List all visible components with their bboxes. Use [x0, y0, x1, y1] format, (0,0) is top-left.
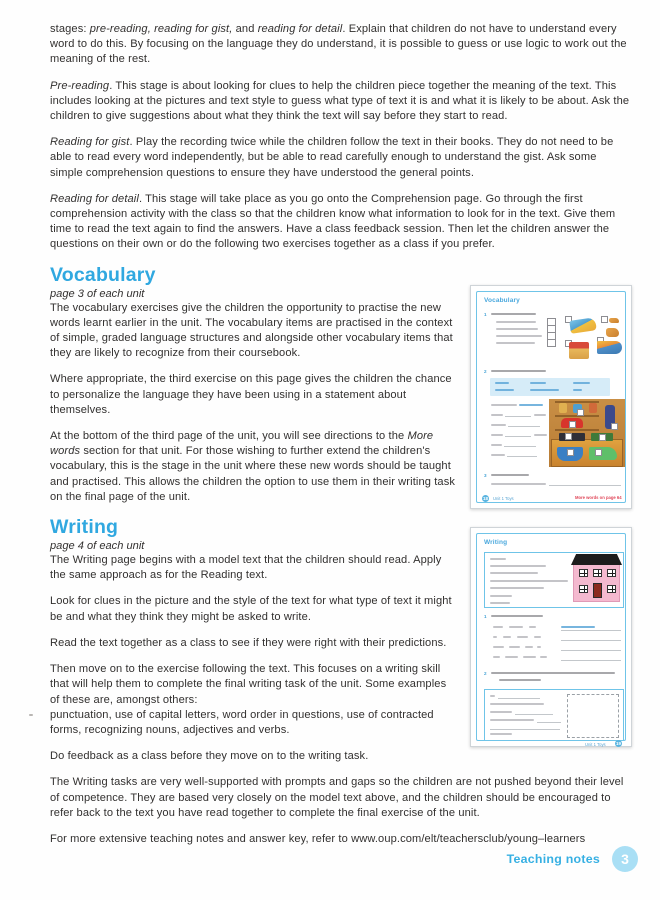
- para1-seg0: stages:: [50, 23, 90, 35]
- vocab-p3-seg2: section for that unit. For those wishing to further extend the children's vocabulary, this is the stage in the unit where these new words should be taught and practised. This allows the children the option to use them in their writing task on the final page of the unit.: [50, 445, 456, 503]
- vocabulary-page-thumbnail: [470, 285, 632, 509]
- vocab-ex3-answer-line[interactable]: [549, 485, 621, 486]
- house-roof: [571, 554, 622, 565]
- writing-drawing-area[interactable]: [567, 694, 619, 738]
- para2-body: . This stage is about looking for clues to help the children piece together the meaning of the text. This includes looking at the pictures and text style to guess what type of text it is and what it is likely to be about. Ask the children to give suggestions about what they think the text will say before they start to read.: [50, 79, 630, 123]
- template-line-fav-toy-label: [490, 719, 534, 721]
- subheading-writing: page 4 of each unit: [50, 540, 145, 553]
- word-bank-puzzle: [573, 382, 590, 384]
- writing-ex1-line-2[interactable]: [561, 640, 621, 641]
- writing-picture-dolls-house: [573, 562, 620, 602]
- shop-label-6: [567, 449, 574, 456]
- writing-ex1-number: 1: [484, 614, 487, 619]
- paragraph-pre-reading: [50, 79, 630, 125]
- vocab-ex2-item-3a: [491, 424, 506, 426]
- vocab-p3-seg1: More words: [50, 430, 434, 458]
- word-bank-plane: [530, 382, 546, 384]
- vocab-ex1-item-1: [496, 321, 536, 323]
- writing-thumb-frame: [476, 533, 626, 747]
- writing-paragraph-4: Then move on to the exercise following the text. This focuses on a writing skill that will help them to complete the final writing task of the unit. Some examples of these are, amongst others:: [50, 663, 447, 706]
- vocab-ex3-instruction: [491, 474, 529, 476]
- vocab-ex2-gap-5[interactable]: [504, 446, 536, 447]
- vocab-ex3-prompt: [491, 483, 546, 485]
- vocab-ex1-item-2: [496, 328, 538, 330]
- vocab-ex2-gap-3[interactable]: [508, 426, 540, 427]
- house-door: [593, 583, 602, 598]
- house-window-1: [579, 569, 588, 577]
- margin-mark: [29, 714, 33, 716]
- writing-paragraph-3: Read the text together as a class to see if they were right with their predictions.: [50, 636, 447, 649]
- writing-paragraph-reference: For more extensive teaching notes and answer key, refer to www.oup.com/elt/teachersclub/young–learners: [50, 832, 586, 845]
- writing-ex1-line-4[interactable]: [561, 660, 621, 661]
- shop-label-2: [569, 421, 576, 428]
- model-line-3: [490, 580, 568, 582]
- vocab-thumb-footer-label: Unit 1 Toys: [493, 496, 514, 501]
- model-line-greeting: [490, 558, 506, 560]
- writing-ex2-instruction-line1: [491, 672, 615, 674]
- para1-seg3: reading for detail: [257, 23, 343, 35]
- template-line-penfriend: [490, 703, 544, 705]
- writing-ex1-w3c: [525, 646, 533, 648]
- para1-seg1: pre-reading, reading for gist,: [89, 23, 233, 35]
- shop-toy-doll-a: [559, 403, 567, 413]
- template-line-name-label: [490, 711, 512, 713]
- vocab-ex2-item-4b: [534, 434, 547, 436]
- writing-paragraph-5: punctuation, use of capital letters, word order in questions, use of contracted forms, recognizing nouns, adjectives and verbs.: [50, 708, 434, 736]
- template-gap-hi[interactable]: [498, 698, 540, 699]
- house-window-2: [593, 569, 602, 577]
- vocab-more-words-note: More words on page 64: [575, 495, 622, 500]
- heading-writing: Writing: [50, 516, 119, 539]
- vocab-ex2-gap-4[interactable]: [505, 436, 531, 437]
- writing-paragraph-7-text: The Writing tasks are very well-supported with prompts and gaps so the children are not pushed beyond their level of competence. They are based very closely on the model text above, and the children should be encouraged to refer back to the text you have read together to complete the final exercise of the unit.: [50, 776, 624, 819]
- vocab-ex2-item-2b: [534, 414, 546, 416]
- shop-toy-plane: [589, 447, 617, 460]
- para4-body: . This stage will take place as you go onto the Comprehension page. Go through the first comprehension activity with the class so that the children know what information to look for in the text. Give them time to read the text again to find the answers. Have a class feedback session. Then let the children answer the questions on their own or do the following two exercises together as a class if you prefer.: [50, 192, 616, 251]
- vocab-ex2-item-2a: [491, 414, 503, 416]
- vocab-picture-plane: [569, 317, 597, 333]
- shop-label-1: [577, 409, 584, 416]
- heading-vocabulary: Vocabulary: [50, 263, 156, 286]
- template-gap-name[interactable]: [515, 714, 553, 715]
- word-bank-boat: [495, 382, 509, 384]
- writing-paragraph-6: Do feedback as a class before they move on to the writing task.: [50, 750, 369, 763]
- vocab-picture-puppet-small: [609, 318, 619, 323]
- vocab-ex1-item-3: [496, 335, 542, 337]
- shop-label-3: [611, 423, 618, 430]
- template-line-write-soon: [490, 733, 512, 735]
- writing-model-text-box: [484, 552, 624, 608]
- vocab-picture-dog: [606, 328, 619, 337]
- vocab-ex1-number: 1: [484, 312, 487, 317]
- paragraph-reading-for-gist: [50, 135, 630, 181]
- vocab-ex1-instruction: [491, 313, 536, 315]
- model-line-signature: [490, 602, 510, 604]
- para4-label: Reading for detail: [50, 192, 139, 205]
- vocab-answer-box-4[interactable]: [547, 339, 556, 347]
- writing-ex1-line-3[interactable]: [561, 650, 621, 651]
- vocabulary-paragraph-1: The vocabulary exercises give the children the opportunity to practise the new words learnt earlier in the unit. The vocabulary items are practised in the context of simple, graded language structures and alongside other vocabulary items that they are likely to recognize from their coursebook.: [50, 301, 453, 360]
- vocab-picture-toy-shop: [549, 399, 625, 467]
- writing-ex1-w2c: [517, 636, 528, 638]
- vocabulary-thumb-frame: [476, 291, 626, 503]
- writing-ex1-w3a: [493, 646, 504, 648]
- writing-ex1-w3b: [509, 646, 520, 648]
- shop-toy-boardgame: [559, 433, 585, 441]
- para3-body: . Play the recording twice while the children follow the text in their books. They do not need to be able to read every word independently, but be able to read carefully enough to understand the gist. Ask some simple comprehension questions to ensure they have understood the general points.: [50, 136, 614, 179]
- writing-paragraph-7: [50, 775, 630, 821]
- writing-thumb-footer-label: Unit 1 Toys: [585, 742, 606, 747]
- shop-toy-doll-b: [589, 403, 597, 413]
- vocab-ex2-item-6a: [491, 454, 505, 456]
- house-window-4: [579, 585, 588, 593]
- writing-page-thumbnail: [470, 527, 632, 747]
- vocab-ex2-gap-2[interactable]: [505, 416, 531, 417]
- template-gap-extra[interactable]: [490, 729, 560, 730]
- vocab-ex2-instruction: [491, 370, 546, 372]
- vocab-ex2-gap-6[interactable]: [507, 456, 537, 457]
- paragraph-reading-stages: [50, 22, 630, 68]
- writing-ex1-answer-example: [561, 626, 595, 628]
- vocab-picture-dolls-house: [569, 342, 589, 359]
- house-window-5: [607, 585, 616, 593]
- vocab-ex2-item-4a: [491, 434, 503, 436]
- model-line-4: [490, 587, 544, 589]
- writing-ex1-w4a: [493, 656, 500, 658]
- vocab-word-bank: [490, 378, 610, 396]
- vocab-ex2-item-5a: [491, 444, 502, 446]
- writing-ex1-w4b: [505, 656, 518, 658]
- template-gap-fav-toy[interactable]: [537, 722, 561, 723]
- vocabulary-paragraph-3: [50, 429, 455, 505]
- footer-section-label: Teaching notes: [506, 852, 600, 866]
- writing-ex1-w4d: [540, 656, 547, 658]
- writing-ex1-w1a: [493, 626, 503, 628]
- vocabulary-thumb-title: Vocabulary: [484, 297, 520, 304]
- writing-ex2-number: 2: [484, 671, 487, 676]
- word-bank-car: [573, 389, 582, 391]
- para3-label: Reading for gist: [50, 136, 130, 149]
- template-line-hi-label: [490, 695, 495, 697]
- vocab-ex1-item-4: [496, 342, 535, 344]
- writing-ex1-w2a: [493, 636, 497, 638]
- vocab-p3-seg0: At the bottom of the third page of the unit, you will see directions to the: [50, 430, 408, 443]
- vocab-picture-boats: [597, 341, 622, 354]
- vocab-pic-label-b: [601, 316, 608, 323]
- writing-ex1-w3d: [537, 646, 541, 648]
- model-line-5: [490, 595, 512, 597]
- writing-thumb-page-number: 19: [615, 741, 621, 746]
- shop-shelf-3: [555, 429, 599, 431]
- vocab-ex2-item-1: [491, 404, 517, 406]
- writing-ex2-answer-box[interactable]: [484, 689, 624, 741]
- writing-ex1-w1b: [509, 626, 523, 628]
- writing-thumb-title: Writing: [484, 539, 508, 546]
- vocab-ex2-answer-1: [519, 404, 543, 406]
- word-bank-puppet: [495, 389, 514, 391]
- paragraph-reading-for-detail: [50, 192, 630, 253]
- vocab-ex3-number: 3: [484, 473, 487, 478]
- page-footer: [507, 846, 638, 872]
- shop-label-7: [595, 449, 602, 456]
- writing-paragraph-1: The Writing page begins with a model text that the children should read. Apply the same approach as for the Reading text.: [50, 554, 442, 582]
- shop-label-4: [565, 433, 572, 440]
- para2-label: Pre-reading: [50, 79, 110, 92]
- vocab-thumb-page-number: 18: [482, 496, 488, 501]
- vocab-ex2-number: 2: [484, 369, 487, 374]
- writing-ex1-w4c: [523, 656, 536, 658]
- writing-ex1-line-1[interactable]: [561, 630, 621, 631]
- writing-ex1-w1c: [529, 626, 536, 628]
- para1-seg2: and: [232, 23, 258, 35]
- page-number-badge: 3: [612, 846, 638, 872]
- para1-seg4: . Explain that children do not have to understand every word to do this. By focusing on the language they do understand, it is possible to guess or use logic to work out the meaning of the rest.: [50, 23, 627, 66]
- writing-ex2-instruction-line2: [499, 679, 541, 681]
- writing-ex1-w2b: [503, 636, 511, 638]
- writing-ex1-instruction: [491, 615, 543, 617]
- shop-label-5: [599, 434, 606, 441]
- writing-paragraph-2: Look for clues in the picture and the style of the text for what type of text it might be and what they think they might be asked to write.: [50, 595, 452, 623]
- word-bank-board-game: [530, 389, 559, 391]
- model-line-1: [490, 565, 546, 567]
- house-window-3: [607, 569, 616, 577]
- vocabulary-paragraph-2: Where appropriate, the third exercise on this page gives the children the chance to personalize the language they have been using in a statement about themselves.: [50, 373, 452, 416]
- writing-ex1-w2d: [534, 636, 541, 638]
- model-line-2: [490, 572, 538, 574]
- subheading-vocabulary: page 3 of each unit: [50, 287, 145, 300]
